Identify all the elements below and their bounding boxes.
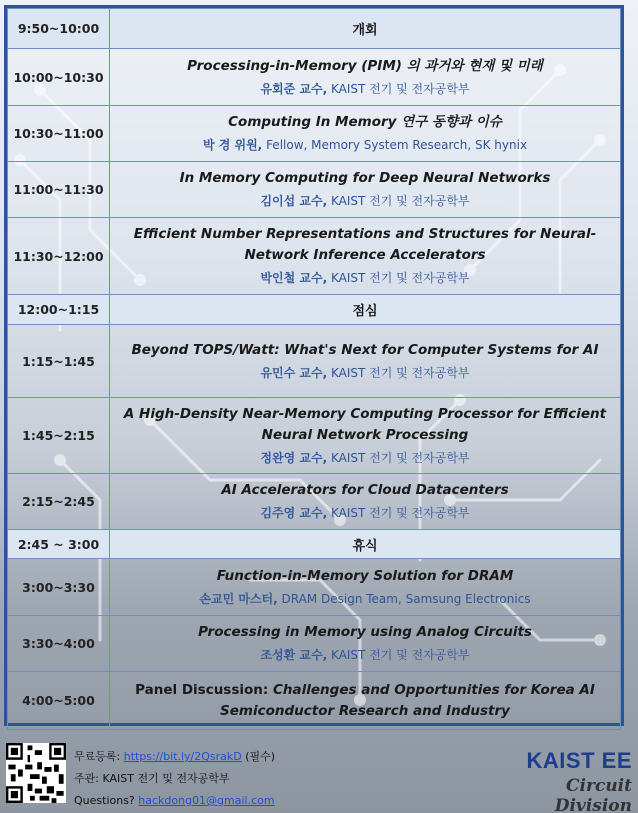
speaker-name: 김이섭 교수,	[260, 194, 328, 208]
session-time: 9:50~10:00	[8, 9, 110, 49]
session-time: 10:30~11:00	[8, 106, 110, 162]
speaker-name: 박 경 위원,	[202, 138, 263, 152]
session-row	[8, 49, 621, 106]
event-info	[74, 746, 275, 812]
speaker-line	[110, 135, 620, 155]
qr-code-icon[interactable]	[6, 743, 66, 803]
talk-title: In Memory Computing for Deep Neural Networks	[179, 170, 551, 186]
talk-cell	[110, 474, 621, 530]
talk-cell	[110, 616, 621, 672]
talk-title: Processing-in-Memory (PIM) 의 과거와 현재 및 미래	[187, 57, 543, 74]
session-row	[8, 559, 621, 616]
session-time: 12:00~1:15	[8, 295, 110, 325]
session-time: 2:45 ~ 3:00	[8, 530, 110, 559]
break-row	[8, 9, 621, 49]
speaker-affiliation: KAIST 전기 및 전자공학부	[327, 506, 470, 520]
logo-top-text: KAIST EE	[526, 748, 632, 773]
talk-title: Processing in Memory using Analog Circuits	[198, 624, 532, 640]
panel-title-text: Challenges and Opportunities for Korea AI Semiconductor Research and Industry	[220, 681, 595, 719]
break-row	[8, 295, 621, 325]
session-row	[8, 616, 621, 672]
speaker-affiliation: KAIST 전기 및 전자공학부	[327, 365, 470, 380]
speaker-name: 유민수 교수,	[260, 365, 328, 380]
talk-cell	[110, 398, 621, 474]
break-label: 휴식	[110, 530, 621, 559]
session-row	[8, 474, 621, 530]
break-label: 점심	[110, 295, 621, 325]
talk-cell	[110, 49, 621, 106]
kaist-ee-logo	[510, 748, 632, 813]
speaker-affiliation: KAIST 전기 및 전자공학부	[327, 194, 470, 208]
session-row	[8, 162, 621, 218]
talk-title: Efficient Number Representations and Structures for Neural-Network Inference Accelerators	[133, 226, 597, 263]
speaker-name: 조성환 교수,	[260, 648, 328, 662]
session-row	[8, 106, 621, 162]
schedule-table	[7, 8, 621, 730]
speaker-affiliation: KAIST 전기 및 전자공학부	[327, 271, 470, 285]
logo-bottom-text: Circuit Division	[554, 776, 632, 813]
speaker-affiliation: KAIST 전기 및 전자공학부	[327, 450, 470, 465]
speaker-affiliation: Fellow, Memory System Research, SK hynix	[262, 138, 528, 152]
speaker-name: 박인철 교수,	[260, 271, 328, 285]
session-time: 3:30~4:00	[8, 616, 110, 672]
registration-label: 무료등록:	[74, 750, 124, 763]
registration-link[interactable]: https://bit.ly/2QsrakD	[123, 750, 242, 763]
questions-line	[74, 790, 275, 812]
session-time: 4:00~5:00	[8, 672, 110, 730]
break-label: 개회	[110, 9, 621, 49]
session-time: 10:00~10:30	[8, 49, 110, 106]
talk-title: Function-in-Memory Solution for DRAM	[216, 567, 514, 584]
host-line: 주관: KAIST 전기 및 전자공학부	[74, 772, 230, 785]
session-time: 11:00~11:30	[8, 162, 110, 218]
speaker-line	[110, 79, 620, 99]
speaker-name: 정완영 교수,	[260, 450, 328, 465]
break-row	[8, 530, 621, 559]
session-row	[8, 325, 621, 398]
speaker-name: 유회준 교수,	[260, 81, 328, 96]
talk-cell	[110, 559, 621, 616]
speaker-line	[110, 363, 620, 383]
session-time: 1:15~1:45	[8, 325, 110, 398]
talk-cell	[110, 106, 621, 162]
questions-label: Questions?	[74, 794, 139, 807]
footer	[0, 740, 638, 813]
speaker-name: 김주영 교수,	[260, 506, 328, 520]
session-row	[8, 218, 621, 295]
speaker-line	[110, 268, 620, 288]
speaker-line	[110, 448, 620, 468]
session-row	[8, 398, 621, 474]
panel-title	[110, 680, 620, 722]
talk-title: AI Accelerators for Cloud Datacenters	[221, 482, 509, 498]
talk-cell	[110, 162, 621, 218]
speaker-line	[110, 191, 620, 211]
speaker-name: 손교민 마스터,	[199, 591, 278, 606]
registration-line	[74, 746, 275, 768]
speaker-affiliation: DRAM Design Team, Samsung Electronics	[277, 591, 531, 606]
speaker-line	[110, 503, 620, 523]
registration-suffix: (필수)	[241, 750, 276, 763]
speaker-affiliation: KAIST 전기 및 전자공학부	[327, 81, 470, 96]
talk-cell	[110, 218, 621, 295]
talk-title: Beyond TOPS/Watt: What's Next for Computer Systems for AI	[131, 341, 599, 358]
questions-email-link[interactable]: hackdong01@gmail.com	[138, 794, 275, 807]
schedule-frame	[4, 5, 624, 726]
talk-cell	[110, 325, 621, 398]
session-time: 1:45~2:15	[8, 398, 110, 474]
session-time: 11:30~12:00	[8, 218, 110, 295]
panel-title-prefix: Panel Discussion:	[135, 681, 273, 698]
panel-cell	[110, 672, 621, 730]
talk-title: A High-Density Near-Memory Computing Processor for Efficient Neural Network Processing	[123, 405, 607, 443]
talk-title: Computing In Memory 연구 동향과 이슈	[228, 114, 502, 130]
speaker-line	[110, 645, 620, 665]
session-row	[8, 672, 621, 730]
session-time: 2:15~2:45	[8, 474, 110, 530]
speaker-affiliation: KAIST 전기 및 전자공학부	[327, 648, 470, 662]
session-time: 3:00~3:30	[8, 559, 110, 616]
speaker-line	[110, 589, 620, 609]
